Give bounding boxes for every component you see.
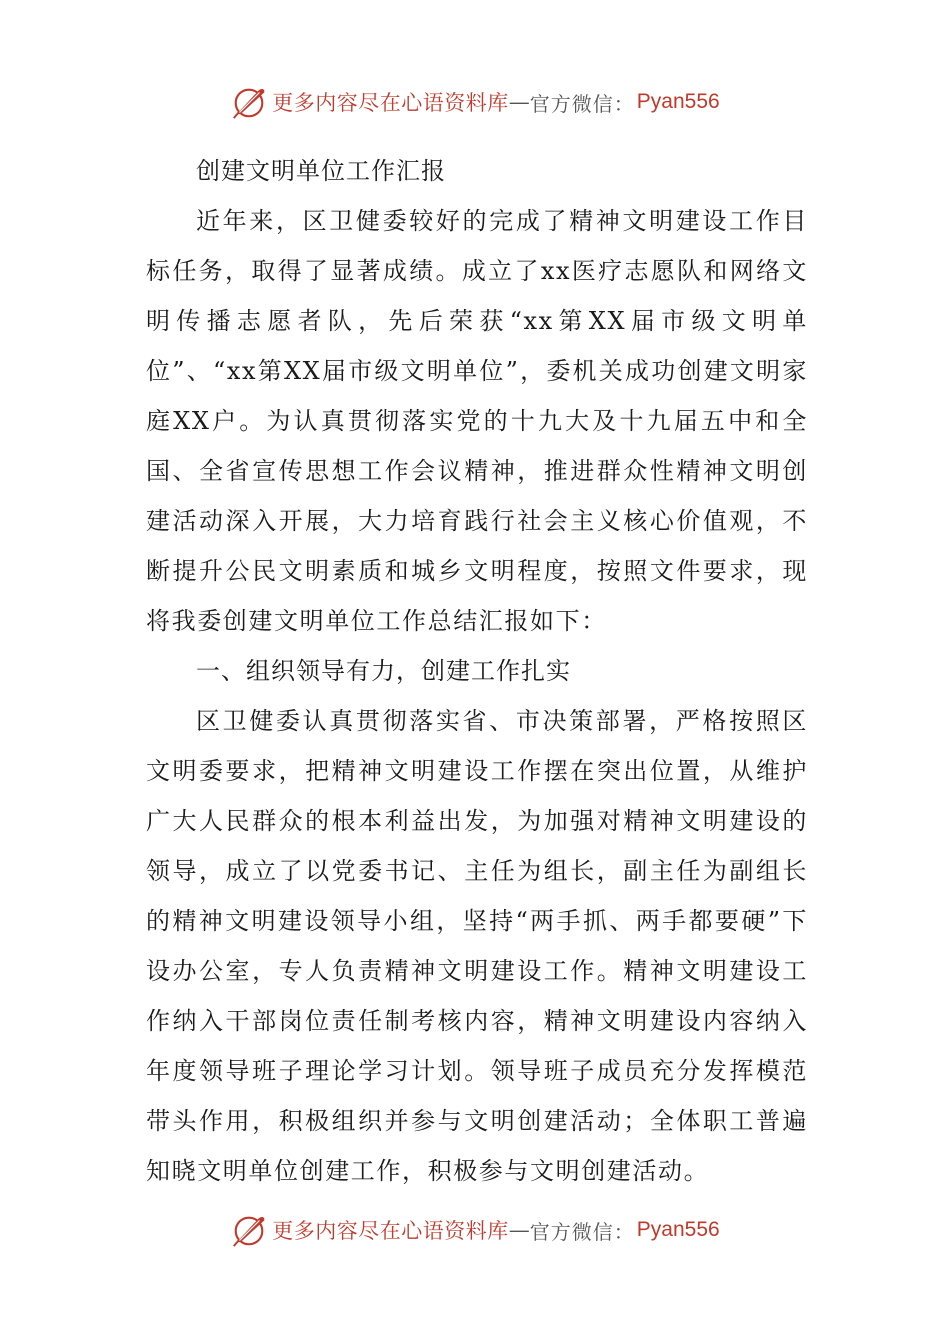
banner-site-text: 更多内容尽在心语资料库 — [272, 1219, 509, 1243]
document-title: 创建文明单位工作汇报 — [196, 157, 446, 185]
banner-dash: — — [508, 90, 530, 114]
banner-wechat-label: 官方微信： — [529, 91, 635, 116]
banner-site-text: 更多内容尽在心语资料库 — [272, 91, 509, 115]
document-body — [146, 146, 808, 1196]
banner-wechat-label: 官方微信： — [529, 1219, 635, 1244]
banner-wechat-id: Pyan556 — [636, 90, 720, 113]
banner-dash: — — [508, 1218, 530, 1242]
quill-pen-circle-icon — [230, 83, 268, 121]
intro-paragraph: 近年来，区卫健委较好的完成了精神文明建设工作目标任务，取得了显著成绩。成立了xx医疗志愿队和网络文明传播志愿者队，先后荣获“xx第XX届市级文明单位”、“xx第XX届市级文明单位”，委机关成功创建文明家庭XX户。为认真贯彻落实党的十九大及十九届五中和全国、全省宣传思想工作会议精神，推进群众性精神文明创建活动深入开展，大力培育践行社会主义核心价值观，不断提升公民文明素质和城乡文明程度，按照文件要求，现将我委创建文明单位工作总结汇报如下： — [146, 207, 808, 635]
header-watermark-banner — [0, 80, 950, 124]
quill-pen-circle-icon — [230, 1211, 268, 1249]
section-heading-1: 一、组织领导有力，创建工作扎实 — [196, 657, 571, 685]
section-1-paragraph: 区卫健委认真贯彻落实省、市决策部署，严格按照区文明委要求，把精神文明建设工作摆在突出位置，从维护广大人民群众的根本利益出发，为加强对精神文明建设的领导，成立了以党委书记、主任为组长，副主任为副组长的精神文明建设领导小组，坚持“两手抓、两手都要硬”下设办公室，专人负责精神文明建设工作。精神文明建设工作纳入干部岗位责任制考核内容，精神文明建设内容纳入年度领导班子理论学习计划。领导班子成员充分发挥模范带头作用，积极组织并参与文明创建活动；全体职工普遍知晓文明单位创建工作，积极参与文明创建活动。 — [146, 707, 808, 1185]
banner-wechat-id: Pyan556 — [636, 1218, 720, 1241]
footer-watermark-banner — [0, 1208, 950, 1252]
